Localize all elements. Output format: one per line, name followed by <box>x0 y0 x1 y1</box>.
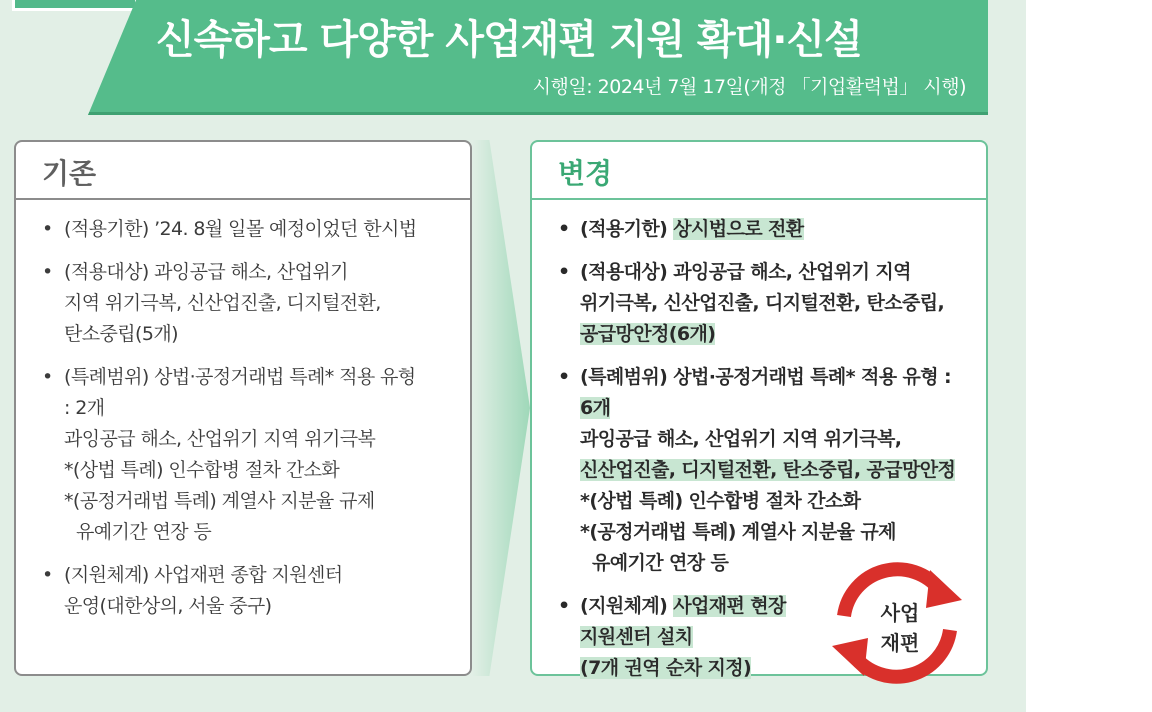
list-item: • (적용대상) 과잉공급 해소, 산업위기 지역 위기극복, 신산업진출, 디지털전환, 탄소중립, 공급망안정(6개) <box>558 261 945 345</box>
list-item: • (적용대상) 과잉공급 해소, 산업위기 지역 위기극복, 신산업진출, 디지털전환, 탄소중립(5개) <box>42 261 381 345</box>
list-item: • (지원체계) 사업재편 종합 지원센터 운영(대한상의, 서울 중구) <box>42 564 343 617</box>
highlight: 상시법으로 전환 <box>673 218 804 240</box>
highlight: 사업재편 현장 <box>673 595 786 617</box>
list-item: • (특례범위) 상법·공정거래법 특례* 적용 유형 : 2개 과잉공급 해소, 산업위기 지역 위기극복 *(상법 특례) 인수합병 절차 간소화 *(공정거래법 특례) 계열사 지분율 규제 유예기간 연장 등 <box>42 366 416 543</box>
highlight: (7개 권역 순차 지정) <box>580 657 752 679</box>
banner-tab <box>12 0 138 11</box>
after-heading: 변경 <box>532 142 986 200</box>
list-item: • (특례범위) 상법·공정거래법 특례* 적용 유형 : 6개 과잉공급 해소, 산업위기 지역 위기극복, 신산업진출, 디지털전환, 탄소중립, 공급망안정 *(상법 특례) 인수합병 절차 간소화 *(공정거래법 특례) 계열사 지분율 규제 유예기간 연장 등 <box>558 366 956 574</box>
before-list <box>16 214 470 634</box>
list-item: • (지원체계) 사업재편 현장 지원센터 설치 (7개 권역 순차 지정) <box>558 595 786 679</box>
highlight: 지원센터 설치 <box>580 626 693 648</box>
highlight: 신산업진출, 디지털전환, 탄소중립, 공급망안정 <box>580 459 956 481</box>
list-item: • (적용기한) 상시법으로 전환 <box>558 218 804 240</box>
before-heading: 기존 <box>16 142 470 200</box>
before-panel <box>14 140 472 676</box>
highlight: 6개 <box>580 397 611 419</box>
highlight: 공급망안정(6개) <box>580 323 716 345</box>
cycle-label: 사업 재편 <box>880 601 920 655</box>
effective-date: 시행일: 2024년 7월 17일(개정 「기업활력법」 시행) <box>532 76 966 98</box>
list-item: • (적용기한) ’24. 8월 일몰 예정이었던 한시법 <box>42 218 417 240</box>
page-title: 신속하고 다양한 사업재편 지원 확대·신설 <box>156 17 862 63</box>
